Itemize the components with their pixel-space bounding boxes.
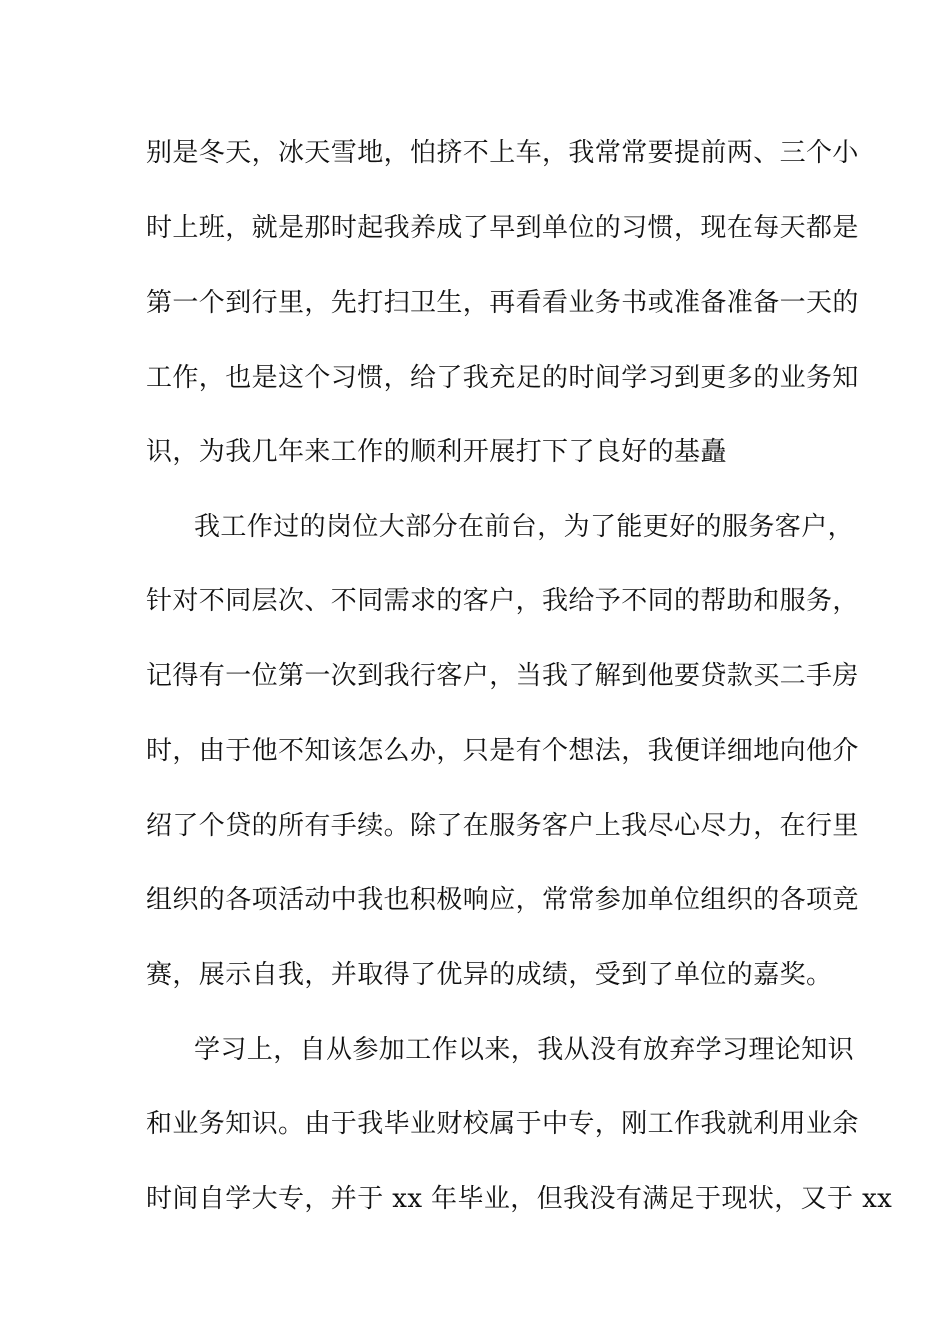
text-line: 组织的各项活动中我也积极响应，常常参加单位组织的各项竞 [146,885,859,915]
text-line: 记得有一位第一次到我行客户，当我了解到他要贷款买二手房 [146,661,859,691]
text-line: 第一个到行里，先打扫卫生，再看看业务书或准备准备一天的 [146,288,859,318]
text-line: 针对不同层次、不同需求的客户，我给予不同的帮助和服务， [146,586,859,616]
paragraph-first-line: 我工作过的岗位大部分在前台，为了能更好的服务客户， [194,512,855,542]
text-line: 别是冬天，冰天雪地，怕挤不上车，我常常要提前两、三个小 [146,138,859,168]
paragraph-first-line: 学习上，自从参加工作以来，我从没有放弃学习理论知识 [194,1035,855,1065]
text-line: 识，为我几年来工作的顺利开展打下了良好的基矗 [146,437,727,467]
text-line: 时，由于他不知该怎么办，只是有个想法，我便详细地向他介 [146,736,859,766]
text-line: 和业务知识。由于我毕业财校属于中专，刚工作我就利用业余 [146,1109,859,1139]
text-line: 绍了个贷的所有手续。除了在服务客户上我尽心尽力，在行里 [146,811,859,841]
text-line: 赛，展示自我，并取得了优异的成绩，受到了单位的嘉奖。 [146,960,833,990]
text-line: 工作，也是这个习惯，给了我充足的时间学习到更多的业务知 [146,363,859,393]
text-line: 时上班，就是那时起我养成了早到单位的习惯，现在每天都是 [146,213,859,243]
text-line: 时间自学大专，并于 xx 年毕业，但我没有满足于现状，又于 xx [146,1184,893,1214]
